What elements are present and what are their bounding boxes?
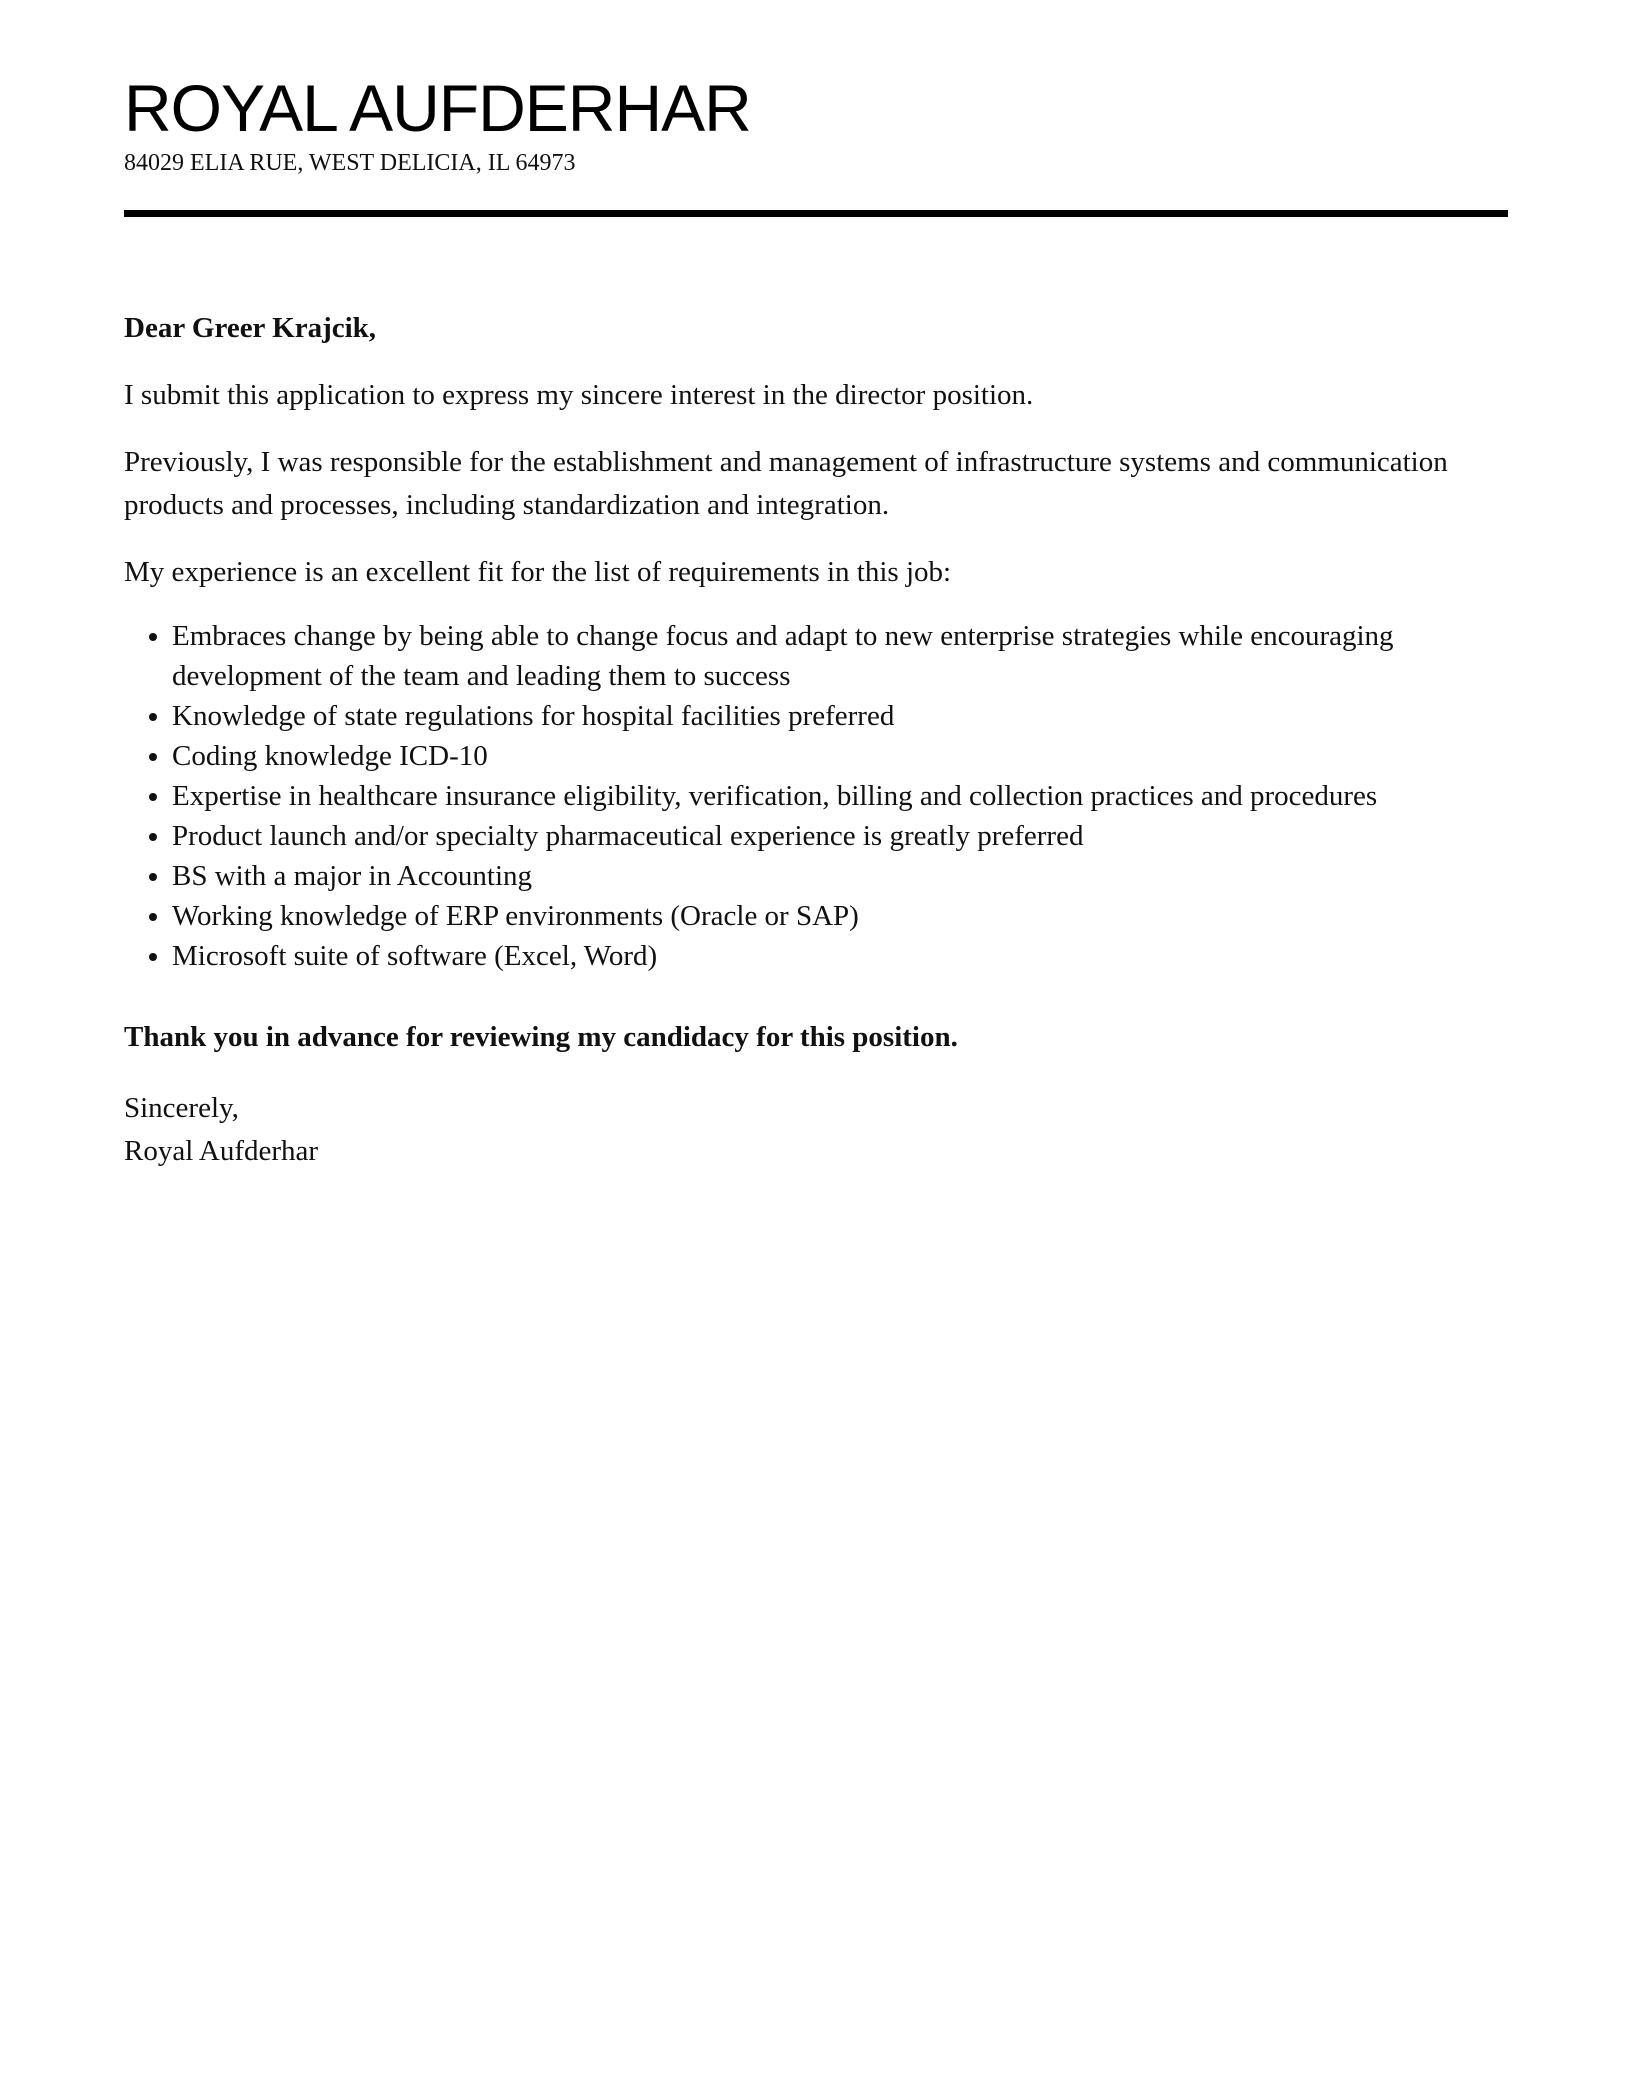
list-item: • Microsoft suite of software (Excel, Word) xyxy=(172,936,1508,976)
signature: Royal Aufderhar xyxy=(124,1135,319,1167)
header-divider xyxy=(124,210,1508,217)
signoff-block xyxy=(124,1087,1508,1173)
cover-letter-page xyxy=(124,68,1508,1173)
list-item: • Working knowledge of ERP environments (Oracle or SAP) xyxy=(172,896,1508,936)
list-item: • Product launch and/or specialty pharmaceutical experience is greatly preferred xyxy=(172,816,1508,856)
paragraph-intro: I submit this application to express my sincere interest in the director position. xyxy=(124,379,1034,411)
list-item: • BS with a major in Accounting xyxy=(172,856,1508,896)
list-item: • Coding knowledge ICD-10 xyxy=(172,736,1508,776)
applicant-name: ROYAL AUFDERHAR xyxy=(124,71,751,145)
closing-statement: Thank you in advance for reviewing my candidacy for this position. xyxy=(124,1021,958,1053)
signoff: Sincerely, xyxy=(124,1092,239,1124)
requirements-list xyxy=(124,616,1508,976)
paragraph-experience: Previously, I was responsible for the establishment and management of infrastructure systems and communication products and processes, including standardization and integration. xyxy=(124,446,1448,521)
salutation: Dear Greer Krajcik, xyxy=(124,312,377,344)
list-item: • Embraces change by being able to change focus and adapt to new enterprise strategies while encouraging development of the team and leading them to success xyxy=(172,616,1508,696)
list-item: • Knowledge of state regulations for hospital facilities preferred xyxy=(172,696,1508,736)
paragraph-requirements-lead: My experience is an excellent fit for the list of requirements in this job: xyxy=(124,556,952,588)
list-item: • Expertise in healthcare insurance eligibility, verification, billing and collection practices and procedures xyxy=(172,776,1508,816)
applicant-address: 84029 ELIA RUE, WEST DELICIA, IL 64973 xyxy=(124,150,576,176)
